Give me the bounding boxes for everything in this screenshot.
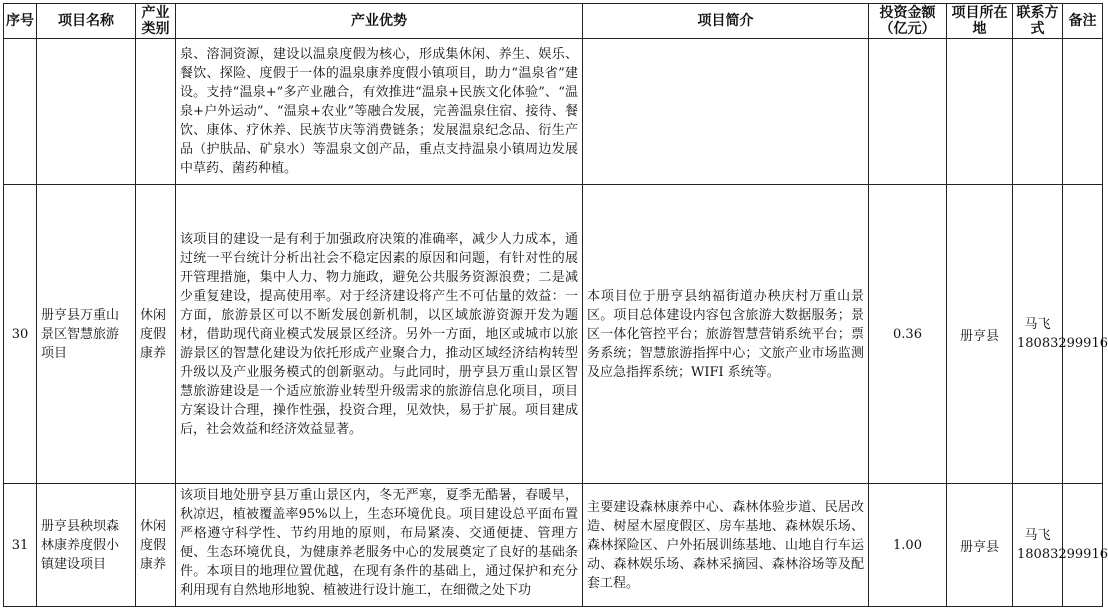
cell-category [136, 39, 176, 185]
cell-investment [869, 39, 947, 185]
cell-name [37, 39, 136, 185]
cell-advantage: 该项目的建设一是有利于加强政府决策的准确率，减少人力成本，通过统一平台统计分析出社会不稳定因素的原因和问题，有针对性的展开管理措施，集中人力、物力施政，避免公共服务资源浪费；二是减少重复建设，提高使用率。对于经济建设将产生不可估量的效益：一方面，旅游景区可以不断发展创新机制，以区域旅游资源开发为题材，借助现代商业模式发展景区经济。另外一方面，地区或城市以旅游景区的智慧化建设为依托形成产业聚合力，推动区域经济结构转型升级以及产业服务模式的创新驱动。与此同时，册亨县万重山景区智慧旅游建设是一个适应旅游业转型升级需求的旅游信息化项目，项目方案设计合理，操作性强，投资合理，见效快，易于扩展。项目建成后，社会效益和经济效益显著。 [176, 185, 583, 484]
cell-seq: 31 [4, 484, 37, 607]
cell-investment: 1.00 [869, 484, 947, 607]
table-header [4, 4, 1103, 39]
cell-advantage: 该项目地处册亨县万重山景区内，冬无严寒，夏季无酷暑，春暖早，秋凉迟，植被覆盖率95%以上，生态环境优良。项目建设总平面布置严格遵守科学性、节约用地的原则，布局紧凑、交通便捷、管理方便、生态环境优良，为健康养老服务中心的发展奠定了良好的基础条件。本项目的地理位置优越，在现有条件的基础上，通过保护和充分利用现有自然地形地貌、植被进行设计施工，在细微之处下功 [176, 484, 583, 607]
cell-name: 册亨县万重山景区智慧旅游项目 [37, 185, 136, 484]
header-contact: 联系方式 [1013, 4, 1063, 39]
cell-remark [1063, 39, 1103, 185]
header-seq: 序号 [4, 4, 37, 39]
header-remark: 备注 [1063, 4, 1103, 39]
cell-investment: 0.36 [869, 185, 947, 484]
cell-contact: 马飞 18083299916 [1013, 185, 1063, 484]
cell-location [947, 39, 1013, 185]
table-row [4, 185, 1103, 484]
table-row [4, 484, 1103, 607]
header-name: 项目名称 [37, 4, 136, 39]
header-category: 产业类别 [136, 4, 176, 39]
project-table [3, 3, 1108, 607]
cell-remark [1063, 185, 1103, 484]
cell-name: 册亨县秧坝森林康养度假小镇建设项目 [37, 484, 136, 607]
cell-location: 册亨县 [947, 484, 1013, 607]
cell-contact: 马飞 18083299916 [1013, 484, 1063, 607]
cell-seq: 30 [4, 185, 37, 484]
header-advantage: 产业优势 [176, 4, 583, 39]
header-investment: 投资金额（亿元） [869, 4, 947, 39]
header-location: 项目所在地 [947, 4, 1013, 39]
cell-remark [1063, 484, 1103, 607]
cell-location: 册亨县 [947, 185, 1013, 484]
cell-category: 休闲度假康养 [136, 484, 176, 607]
cell-contact [1013, 39, 1063, 185]
cell-intro: 本项目位于册亨县纳福街道办秧庆村万重山景区。项目总体建设内容包含旅游大数据服务；景区一体化管控平台；旅游智慧营销系统平台；票务系统；智慧旅游指挥中心；文旅产业市场监测及应急指挥系统；WIFI 系统等。 [583, 185, 869, 484]
cell-intro [583, 39, 869, 185]
cell-advantage: 泉、溶洞资源，建设以温泉度假为核心，形成集休闲、养生、娱乐、餐饮、探险、度假于一体的温泉康养度假小镇项目，助力“温泉省”建设。支持“温泉+”多产业融合，有效推进“温泉+民族文化体验”、“温泉+户外运动”、“温泉+农业”等融合发展，完善温泉住宿、接待、餐饮、康体、疗休养、民族节庆等消费链条；发展温泉纪念品、衍生产品（护肤品、矿泉水）等温泉文创产品，重点支持温泉小镇周边发展中草药、菌药种植。 [176, 39, 583, 185]
table-row [4, 39, 1103, 185]
header-intro: 项目简介 [583, 4, 869, 39]
cell-category: 休闲度假康养 [136, 185, 176, 484]
cell-seq [4, 39, 37, 185]
cell-intro: 主要建设森林康养中心、森林体验步道、民居改造、树屋木屋度假区、房车基地、森林娱乐场、森林探险区、户外拓展训练基地、山地自行车运动、森林娱乐场、森林采摘园、森林浴场等及配套工程。 [583, 484, 869, 607]
